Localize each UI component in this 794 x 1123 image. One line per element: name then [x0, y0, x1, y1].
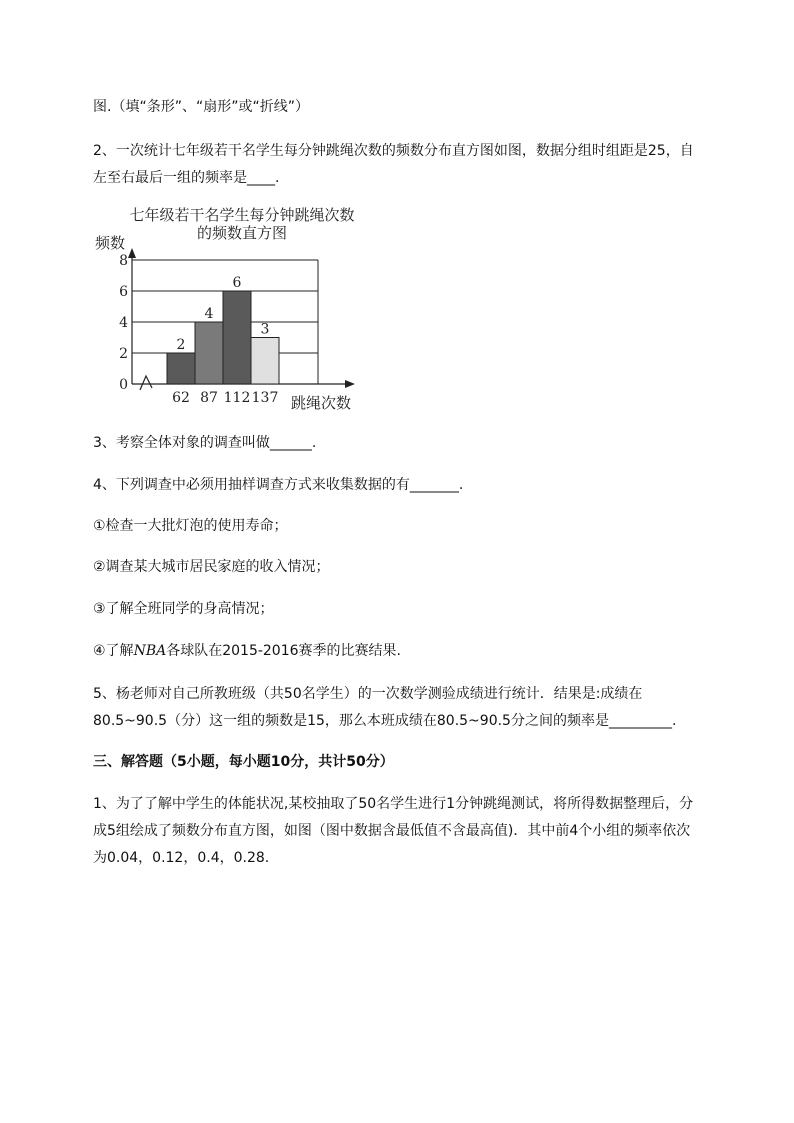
y-tick-label: 0 — [119, 377, 128, 393]
histogram-bar — [195, 322, 223, 384]
solve-1-line-2: 成5组绘成了频数分布直方图，如图（图中数据含最低值不含最高值)．其中前4个小组的频率依次 — [93, 823, 691, 839]
y-axis-arrow — [128, 248, 136, 258]
solve-1-line-1: 1、为了了解中学生的体能状况,某校抽取了50名学生进行1分钟跳绳测试，将所得数据整理后，分 — [93, 796, 694, 812]
x-axis-arrow — [345, 380, 355, 388]
x-tick-label: 112 — [223, 390, 251, 406]
histogram-bar — [251, 338, 279, 385]
bar-value-label: 3 — [260, 321, 270, 338]
x-tick-label: 87 — [200, 390, 218, 406]
bar-value-label: 4 — [204, 306, 214, 322]
histogram-bar — [223, 291, 251, 384]
histogram-chart — [95, 200, 385, 422]
question-4: 4、下列调查中必须用抽样调查方式来收集数据的有_______. — [93, 477, 464, 493]
chart-subtitle: 的频数直方图 — [196, 224, 288, 242]
text-line-intro: 图.（填“条形”、“扇形”或“折线”） — [93, 99, 309, 115]
chart-title: 七年级若干名学生每分钟跳绳次数 — [129, 206, 355, 224]
section-3-heading: 三、解答题（5小题，每小题10分，共计50分） — [93, 754, 394, 770]
option-4 — [93, 638, 743, 665]
histogram-bar — [167, 353, 195, 384]
y-axis-label: 频数 — [95, 234, 126, 252]
question-5-line-1: 5、杨老师对自己所教班级（共50名学生）的一次数学测验成绩进行统计．结果是:成绩在 — [93, 686, 643, 702]
question-2-line-2: 左至右最后一组的频率是____. — [93, 170, 280, 186]
question-3: 3、考察全体对象的调查叫做______. — [93, 435, 317, 451]
option-1: ①检查一大批灯泡的使用寿命； — [93, 518, 288, 534]
x-axis-label: 跳绳次数 — [291, 394, 352, 412]
question-2-line-1: 2、一次统计七年级若干名学生每分钟跳绳次数的频数分布直方图如图，数据分组时组距是25，自 — [93, 143, 694, 159]
solve-1-line-3: 为0.04，0.12，0.4，0.28. — [93, 850, 270, 866]
option-4-prefix: ④了解 — [93, 643, 134, 659]
bar-value-label: 2 — [176, 337, 186, 353]
y-tick-label: 2 — [119, 346, 128, 362]
y-tick-label: 6 — [119, 284, 128, 300]
option-2: ②调查某大城市居民家庭的收入情况； — [93, 559, 330, 575]
x-tick-label: 137 — [251, 390, 279, 406]
question-5-line-2: 80.5~90.5（分）这一组的频数是15，那么本班成绩在80.5~90.5分之间的频率是_________. — [93, 713, 677, 729]
y-tick-label: 8 — [119, 253, 128, 269]
axis-break-mark — [140, 376, 152, 390]
x-tick-label: 62 — [172, 390, 190, 406]
bar-value-label: 6 — [232, 275, 242, 291]
option-3: ③了解全班同学的身高情况； — [93, 601, 274, 617]
option-4-nba: NBA — [133, 643, 167, 659]
option-4-suffix: 各球队在2015-2016赛季的比赛结果. — [166, 643, 401, 659]
y-tick-label: 4 — [119, 315, 128, 331]
